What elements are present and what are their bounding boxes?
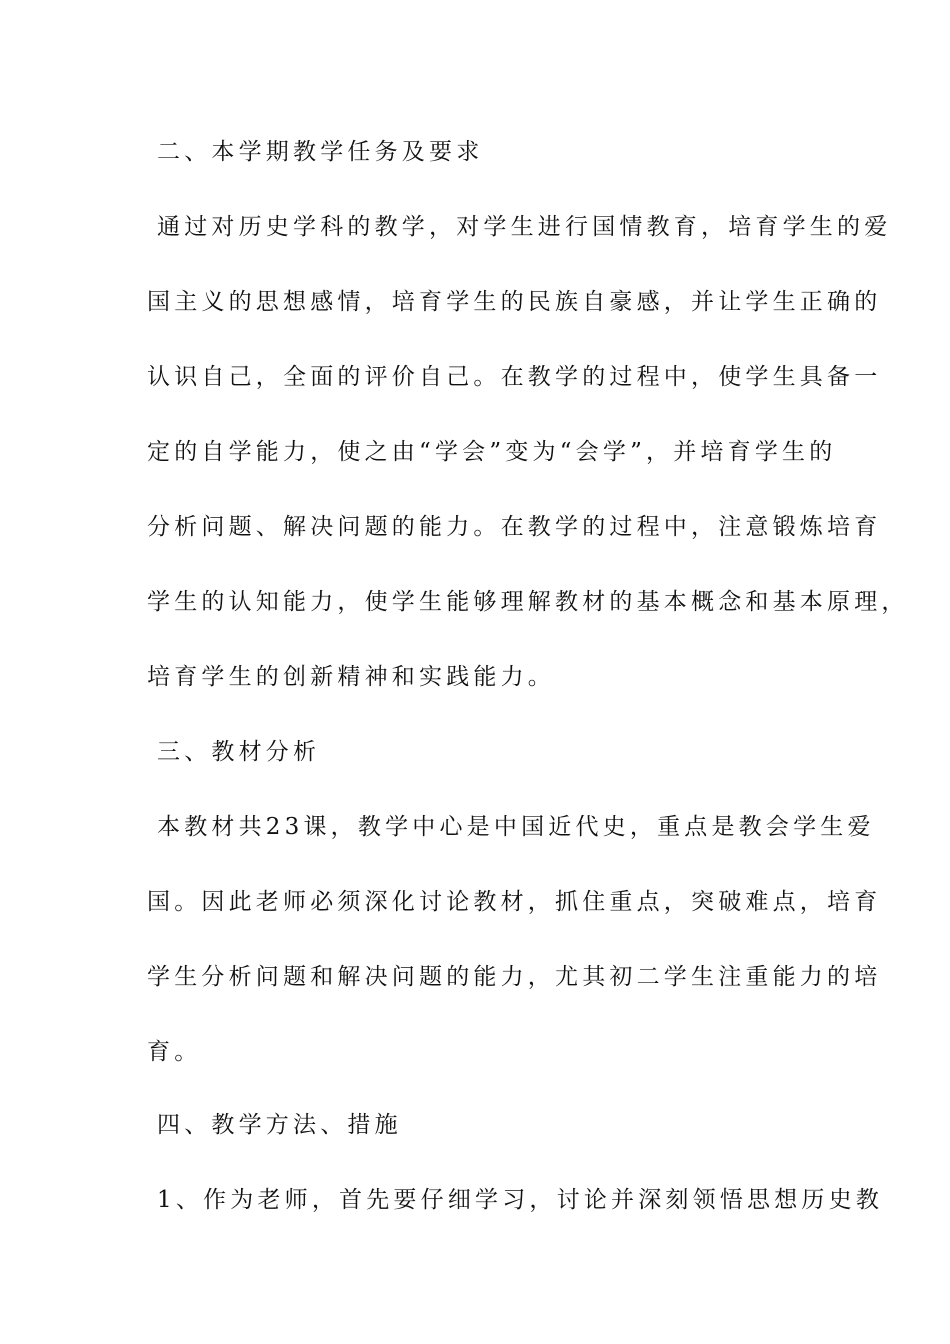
paragraph-line: 国主义的思想感情，培育学生的民族自豪感，并让学生正确的 bbox=[147, 289, 882, 315]
section-2-heading: 二、本学期教学任务及要求 bbox=[157, 139, 484, 165]
paragraph-line: 通过对历史学科的教学，对学生进行国情教育，培育学生的爱 bbox=[157, 214, 892, 240]
paragraph-line: 培育学生的创新精神和实践能力。 bbox=[147, 664, 555, 690]
section-3-heading: 三、教材分析 bbox=[157, 739, 321, 765]
section-4-heading: 四、教学方法、措施 bbox=[157, 1112, 402, 1138]
paragraph-line: 学生分析问题和解决问题的能力，尤其初二学生注重能力的培 bbox=[147, 964, 882, 990]
paragraph-line: 学生的认知能力，使学生能够理解教材的基本概念和基本原理， bbox=[147, 589, 909, 615]
paragraph-line: 本教材共23课，教学中心是中国近代史，重点是教会学生爱 bbox=[157, 814, 875, 840]
paragraph-line: 认识自己，全面的评价自己。在教学的过程中，使学生具备一 bbox=[147, 364, 882, 390]
paragraph-line: 定的自学能力，使之由“学会”变为“会学”，并培育学生的 bbox=[147, 439, 837, 465]
paragraph-line: 1、作为老师，首先要仔细学习，讨论并深刻领悟思想历史教 bbox=[157, 1187, 884, 1213]
paragraph-line: 育。 bbox=[147, 1039, 202, 1065]
paragraph-line: 分析问题、解决问题的能力。在教学的过程中，注意锻炼培育 bbox=[147, 514, 882, 540]
paragraph-line: 国。因此老师必须深化讨论教材，抓住重点，突破难点，培育 bbox=[147, 889, 882, 915]
